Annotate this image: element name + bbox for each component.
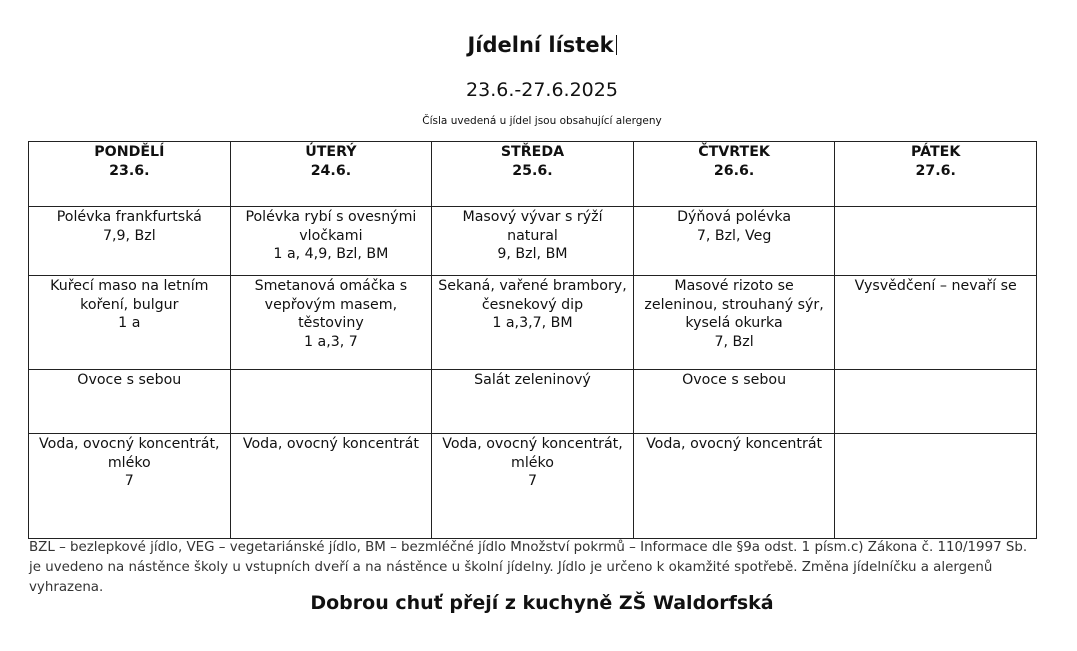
document-title-text: Jídelní lístek <box>467 33 614 57</box>
day-header-monday <box>29 142 231 207</box>
table-row-drink <box>29 434 1037 539</box>
table-cell: Voda, ovocný koncentrát, mléko 7 <box>29 434 231 539</box>
day-date: 25.6. <box>512 162 553 179</box>
day-name: PONDĚLÍ <box>94 144 165 160</box>
day-date: 23.6. <box>109 162 150 179</box>
footer-note: BZL – bezlepkové jídlo, VEG – vegetariánské jídlo, BM – bezmléčné jídlo Množství pokrmů – Informace dle §9a odst. 1 písm.c) Zákona č. 110/1997 Sb. je uvedeno na nástěnce školy u vstupních dveří a na nástěnce u školní jídelny. Jídlo je určeno k okamžité spotřebě. Změna jídelníčku a alergenů vyhrazena. <box>29 540 1028 595</box>
table-cell: Polévka rybí s ovesnými vločkami 1 a, 4,9, Bzl, BM <box>230 207 432 276</box>
day-header-thursday <box>633 142 835 207</box>
table-cell: Vysvědčení – nevaří se <box>835 276 1037 370</box>
table-row-soup <box>29 207 1037 276</box>
closing-line: Dobrou chuť přejí z kuchyně ZŠ Waldorfská <box>310 592 774 614</box>
table-cell: Masový vývar s rýží natural 9, Bzl, BM <box>432 207 634 276</box>
day-name: PÁTEK <box>911 144 961 160</box>
table-cell <box>835 370 1037 434</box>
table-cell <box>230 370 432 434</box>
table-header-row <box>29 142 1037 207</box>
day-name: ÚTERÝ <box>305 144 357 160</box>
table-cell: Voda, ovocný koncentrát <box>633 434 835 539</box>
day-name: STŘEDA <box>500 144 565 160</box>
table-row-side <box>29 370 1037 434</box>
table-cell: Dýňová polévka 7, Bzl, Veg <box>633 207 835 276</box>
date-range: 23.6.-27.6.2025 <box>466 79 618 101</box>
day-header-tuesday <box>230 142 432 207</box>
menu-table <box>28 141 1037 539</box>
day-header-wednesday <box>432 142 634 207</box>
day-date: 27.6. <box>915 162 956 179</box>
table-cell: Voda, ovocný koncentrát <box>230 434 432 539</box>
table-cell: Masové rizoto se zeleninou, strouhaný sýr, kyselá okurka 7, Bzl <box>633 276 835 370</box>
day-header-friday <box>835 142 1037 207</box>
table-cell: Ovoce s sebou <box>29 370 231 434</box>
table-cell: Ovoce s sebou <box>633 370 835 434</box>
table-cell: Salát zeleninový <box>432 370 634 434</box>
table-cell: Polévka frankfurtská 7,9, Bzl <box>29 207 231 276</box>
table-cell: Kuřecí maso na letním koření, bulgur 1 a <box>29 276 231 370</box>
table-row-main-course <box>29 276 1037 370</box>
table-cell: Voda, ovocný koncentrát, mléko 7 <box>432 434 634 539</box>
table-cell <box>835 207 1037 276</box>
table-cell: Sekaná, vařené brambory, česnekový dip 1 a,3,7, BM <box>432 276 634 370</box>
day-date: 24.6. <box>310 162 352 179</box>
table-cell: Smetanová omáčka s vepřovým masem, těstoviny 1 a,3, 7 <box>230 276 432 370</box>
text-cursor <box>616 35 617 55</box>
table-cell <box>835 434 1037 539</box>
day-name: ČTVRTEK <box>698 144 770 160</box>
day-date: 26.6. <box>713 162 755 179</box>
allergen-note: Čísla uvedená u jídel jsou obsahující alergeny <box>422 115 662 127</box>
document-title <box>0 31 1077 59</box>
